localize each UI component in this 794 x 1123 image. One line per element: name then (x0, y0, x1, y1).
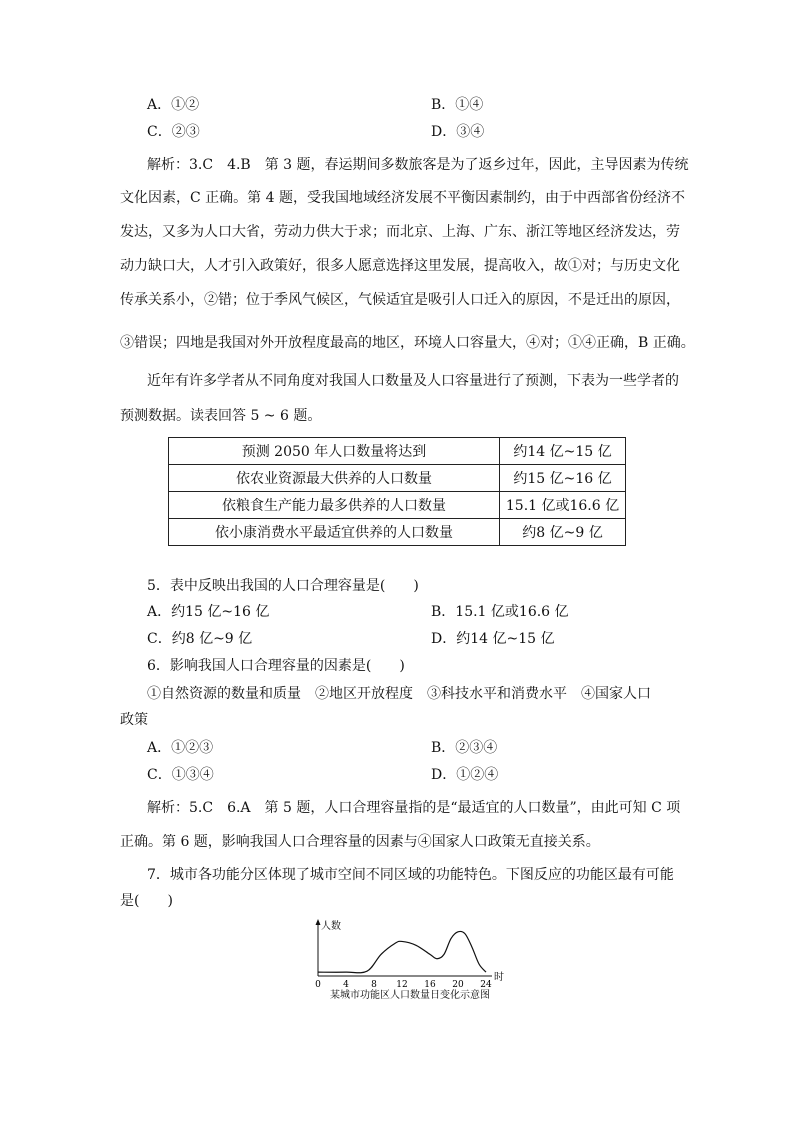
option-d: D．约14 亿~15 亿 (431, 631, 555, 647)
intro-line: 近年有许多学者从不同角度对我国人口数量及人口容量进行了预测，下表为一些学者的 (147, 373, 679, 389)
x-axis-label: 时 (494, 972, 504, 983)
analysis-line: 解析：5.C 6.A 第 5 题，人口合理容量指的是“最适宜的人口数量”，由此可知 C 项 (147, 800, 681, 816)
table-cell: 约15 亿~16 亿 (500, 465, 626, 492)
x-tick-label: 4 (343, 980, 349, 990)
option-b: B．15.1 亿或16.6 亿 (431, 604, 569, 620)
analysis-line: 解析：3.C 4.B 第 3 题，春运期间多数旅客是为了返乡过年，因此，主导因素为传统 (147, 157, 689, 173)
option-a: A．约15 亿~16 亿 (147, 604, 270, 620)
option-a: A．①② (147, 97, 200, 113)
y-axis-label: 人数 (321, 921, 341, 932)
table-cell: 依农业资源最大供养的人口数量 (169, 465, 500, 492)
analysis-line: 传承关系小，②错；位于季风气候区，气候适宜是吸引人口迁入的原因，不是迁出的原因， (120, 292, 680, 308)
chart-caption: 某城市功能区人口数量日变化示意图 (330, 990, 490, 1001)
x-tick-label: 16 (424, 980, 436, 990)
option-a: A．①②③ (147, 740, 214, 756)
table-cell: 15.1 亿或16.6 亿 (500, 492, 626, 519)
intro-line: 预测数据。读表回答 5 ~ 6 题。 (120, 408, 322, 424)
table-row (169, 438, 626, 465)
x-tick-label: 12 (396, 980, 408, 990)
table-cell: 约14 亿~15 亿 (500, 438, 626, 465)
table-cell: 依粮食生产能力最多供养的人口数量 (169, 492, 500, 519)
question-5-stem: 5．表中反映出我国的人口合理容量是( ) (147, 578, 419, 594)
analysis-line: 动力缺口大，人才引入政策好，很多人愿意选择这里发展，提高收入，故①对；与历史文化 (120, 258, 680, 274)
table-row (169, 492, 626, 519)
option-c: C．①③④ (147, 767, 214, 783)
question-6-items: ①自然资源的数量和质量 ②地区开放程度 ③科技水平和消费水平 ④国家人口 (147, 686, 651, 702)
table-cell: 预测 2050 年人口数量将达到 (169, 438, 500, 465)
x-tick-label: 0 (315, 980, 321, 990)
population-line-chart (310, 914, 510, 1006)
question-7-stem: 7．城市各功能分区体现了城市空间不同区域的功能特色。下图反应的功能区最有可能 (147, 867, 674, 883)
analysis-line: 发达，又多为人口大省，劳动力供大于求；而北京、上海、广东、浙江等地区经济发达，劳 (120, 224, 680, 240)
option-d: D．③④ (431, 124, 485, 140)
table-row (169, 519, 626, 546)
analysis-line: 正确。第 6 题，影响我国人口合理容量的因素与④国家人口政策无直接关系。 (120, 834, 600, 850)
series-line (318, 931, 486, 972)
analysis-line: 文化因素，C 正确。第 4 题，受我国地域经济发展不平衡因素制约，由于中西部省份经济不 (120, 190, 685, 206)
option-c: C．②③ (147, 124, 200, 140)
x-tick-label: 24 (480, 980, 492, 990)
table-row (169, 465, 626, 492)
table-cell: 约8 亿~9 亿 (500, 519, 626, 546)
option-d: D．①②④ (431, 767, 499, 783)
table-cell: 依小康消费水平最适宜供养的人口数量 (169, 519, 500, 546)
question-6-stem: 6．影响我国人口合理容量的因素是( ) (147, 658, 405, 674)
x-tick-label: 8 (371, 980, 377, 990)
analysis-line: ③错误；四地是我国对外开放程度最高的地区，环境人口容量大，④对；①④正确，B 正确。 (120, 335, 695, 351)
y-axis-arrow (316, 919, 321, 925)
forecast-table (168, 437, 626, 546)
question-6-items-cont: 政策 (120, 712, 148, 728)
option-c: C．约8 亿~9 亿 (147, 631, 253, 647)
option-b: B．①④ (431, 97, 484, 113)
question-7-stem-cont: 是( ) (120, 893, 173, 909)
x-tick-label: 20 (452, 980, 464, 990)
option-b: B．②③④ (431, 740, 498, 756)
